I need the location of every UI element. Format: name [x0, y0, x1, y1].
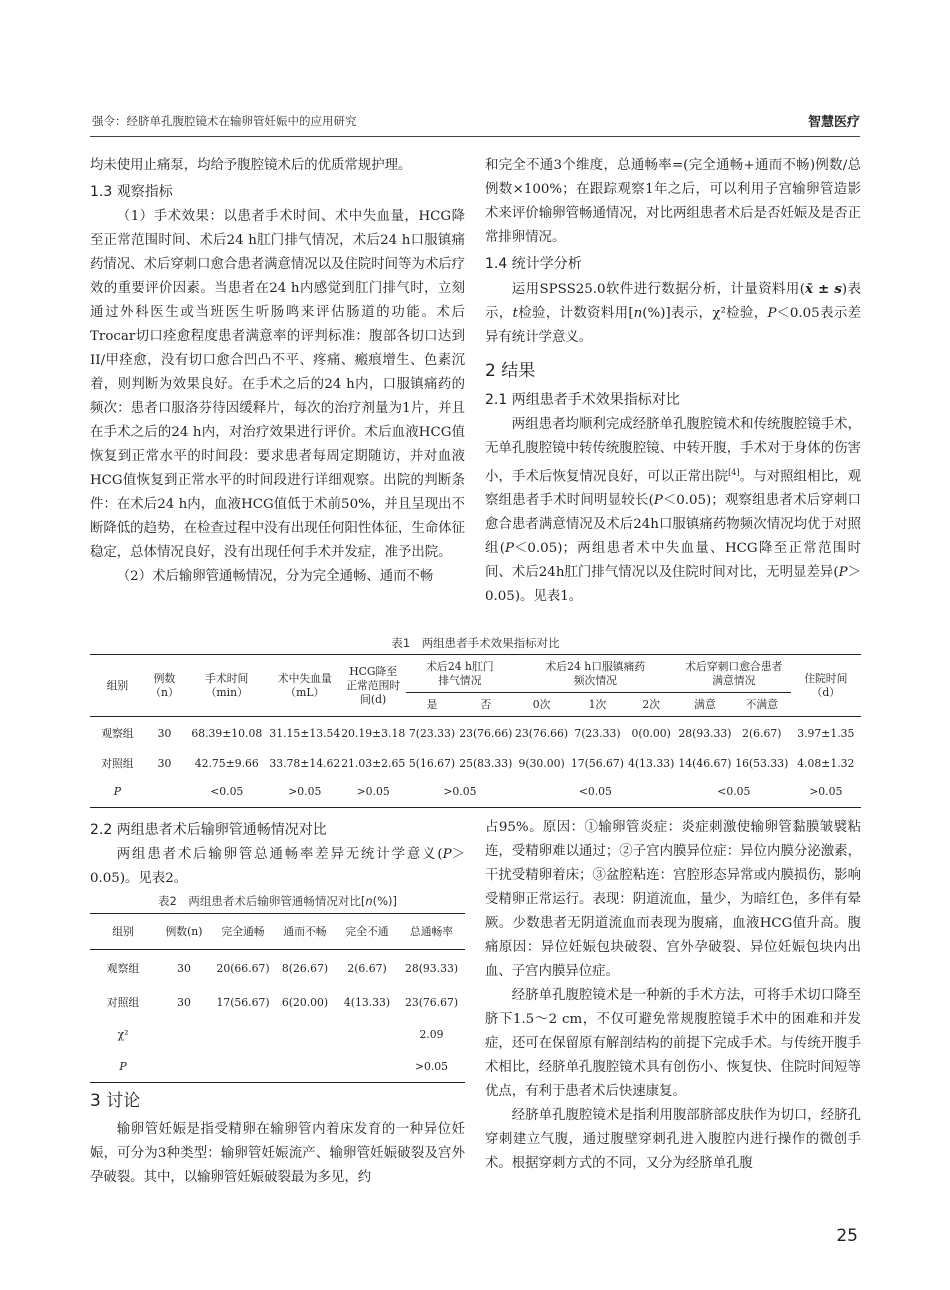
- cell-empty: [336, 1019, 398, 1051]
- section-heading-3: 3 讨论: [90, 1091, 141, 1111]
- journal-section-label: 智慧医疗: [807, 115, 860, 130]
- th-text: 术中失血量: [277, 671, 332, 685]
- paragraph-results-2-2: [90, 843, 465, 891]
- text-run: ＞0.05)。见表1。: [485, 565, 861, 605]
- th-group: 组别: [90, 655, 145, 717]
- cell-empty: [274, 1051, 336, 1083]
- section-heading-1-4: 1.4 统计学分析: [485, 256, 582, 272]
- header-rule: [90, 136, 860, 137]
- running-header-title: 强令：经脐单孔腹腔镜术在输卵管妊娠中的应用研究: [92, 114, 357, 128]
- italic-p: P: [442, 847, 452, 862]
- table-row: [90, 717, 861, 750]
- text-run: ＜0.05)；两组患者术中失血量、HCG降至正常范围时间、术后24h肛门排气情况以及住院时间对比，无明显差异(: [485, 541, 861, 581]
- cell: 8(26.67): [281, 961, 329, 975]
- th-text: （mL）: [285, 685, 325, 699]
- th-text: 满意情况: [712, 673, 756, 687]
- page-number: 25: [836, 1226, 858, 1246]
- cell: [90, 777, 145, 808]
- mean-sd-symbol: x̄ ± s: [804, 281, 842, 297]
- th: 例数(n): [156, 914, 212, 950]
- italic-p: P: [838, 565, 848, 581]
- section-heading-2-2: 2.2 两组患者术后输卵管通畅情况对比: [90, 822, 327, 838]
- th-text: 正常范围时: [346, 678, 401, 692]
- paragraph-discussion-1: 输卵管妊娠是指受精卵在输卵管内着床发育的一种异位妊娠，可分为3种类型：输卵管妊娠流产、输卵管妊娠破裂及宫外孕破裂。其中，以输卵管妊娠破裂最为多见，约: [90, 1122, 465, 1185]
- cell: 23(76.67): [404, 996, 459, 1009]
- cell: 31.15±13.54: [269, 726, 341, 740]
- italic-p: P: [653, 493, 663, 509]
- th-text: HCG降至: [349, 664, 398, 678]
- table-row: [90, 987, 465, 1019]
- citation-ref: [4]: [728, 468, 740, 477]
- paragraph-laparoscopy-definition: 经脐单孔腹腔镜术是指利用腹部脐部皮肤作为切口，经脐孔穿刺建立气腹，通过腹壁穿刺孔进入腹腔内进行操作的微创手术。根据穿刺方式的不同，又分为经脐单孔腹: [485, 1108, 861, 1171]
- cell: 28(93.33): [404, 961, 459, 975]
- cell: [90, 1051, 156, 1083]
- right-column-top: [485, 154, 861, 609]
- cell: 3.97±1.35: [797, 726, 855, 740]
- table-row: [90, 750, 861, 777]
- th-text: 手术时间: [205, 671, 249, 685]
- cell: 2(6.67): [742, 726, 782, 740]
- cell: 30: [157, 756, 172, 770]
- cell: 30: [157, 726, 172, 740]
- th-incision-satisfaction: [677, 655, 791, 693]
- cell: 6(20.00): [281, 996, 329, 1009]
- th-sub: 不满意: [733, 693, 791, 717]
- cell: 14(46.67): [678, 756, 732, 770]
- cell: 23(76.66): [515, 726, 569, 740]
- th-text: 术后24 h口服镇痛药: [545, 659, 646, 673]
- cell: 4.08±1.32: [797, 756, 855, 770]
- th: 通而不畅: [274, 914, 336, 950]
- th-text: 间(d): [360, 692, 387, 706]
- text-run: ＞0.05)。见表2。: [90, 847, 465, 886]
- cell-empty: [212, 1051, 274, 1083]
- cell: >0.05: [443, 785, 477, 799]
- text-run: 两组患者术后输卵管总通畅率差异无统计学意义(: [116, 847, 443, 862]
- th: 完全通畅: [212, 914, 274, 950]
- cell: 7(23.33): [408, 726, 456, 740]
- cell: 20(66.67): [216, 961, 270, 975]
- italic-p: P: [505, 541, 515, 557]
- cell-empty: [212, 1019, 274, 1051]
- th-anal-exhaust: [406, 655, 514, 693]
- cell: <0.05: [717, 785, 751, 799]
- cell: 21.03±2.65: [341, 756, 406, 770]
- section-heading-1-3: 1.3 观察指标: [90, 184, 173, 200]
- section-heading-2: 2 结果: [485, 361, 536, 381]
- cell: 9(30.00): [518, 756, 565, 770]
- cell-empty: [336, 1051, 398, 1083]
- cell: >0.05: [809, 785, 843, 799]
- cell: 5(16.67): [408, 756, 456, 770]
- th-sub: 1次: [570, 693, 626, 717]
- cell: 20.19±3.18: [341, 726, 406, 740]
- text-run: 。与对照组相比，观察组患者手术时间明显较长(: [485, 469, 862, 509]
- cell: <0.05: [578, 785, 612, 799]
- th-sub: 是: [406, 693, 458, 717]
- paragraph-continuation: 均未使用止痛泵，均给予腹腔镜术后的优质常规护理。: [90, 158, 412, 173]
- italic-p: P: [113, 785, 122, 799]
- table-row: [90, 950, 465, 987]
- cell: 42.75±9.66: [194, 756, 259, 770]
- caption-text: (%)]: [372, 894, 397, 908]
- cell: 68.39±10.08: [191, 726, 263, 740]
- text-run: 检验，计数资料用[: [517, 306, 634, 321]
- th-text: （min）: [205, 685, 248, 699]
- table-row-p-value: [90, 777, 861, 808]
- paragraph-causes: 占95%。原因：①输卵管炎症：炎症刺激使输卵管黏膜皱襞粘连，受精卵难以通过；②子宫内膜异位症：异位内膜分泌激素，干扰受精卵着床；③盆腔粘连：宫腔形态异常或内膜损伤，影响受精卵正常运行。表现：阴道流血，量少，为暗红色，多伴有晕厥。少数患者无阴道流血而表现为腹痛，血液HCG值升高。腹痛原因：异位妊娠包块破裂、宫外孕破裂、异位妊娠包块内出血、子宫内膜异位症。: [485, 820, 861, 979]
- table-row-chi-square: [90, 1019, 465, 1051]
- cell: 观察组: [106, 961, 140, 975]
- th-text: （n）: [150, 685, 179, 699]
- th-sub: 2次: [625, 693, 677, 717]
- th-sub: 否: [458, 693, 514, 717]
- text-run: (%)]表示，χ²检验，: [642, 306, 768, 321]
- cell-empty: [156, 1051, 212, 1083]
- cell: 对照组: [106, 996, 140, 1009]
- italic-n: n: [365, 894, 373, 908]
- cell-empty: [274, 1019, 336, 1051]
- paragraph-results-2-1: [485, 413, 861, 609]
- italic-p: P: [119, 1059, 127, 1073]
- text-run: ＜0.05表示差异有统计学意义。: [485, 306, 861, 345]
- cell: 2(6.67): [347, 961, 387, 975]
- cell-empty: [156, 1019, 212, 1051]
- cell: 28(93.33): [678, 726, 732, 740]
- cell: 7(23.33): [574, 726, 621, 740]
- italic-t: t: [512, 306, 518, 321]
- caption-text: 表2 两组患者术后输卵管通畅情况对比[: [158, 894, 366, 908]
- text-run: ＜0.05)；观察组患者术后穿刺口愈合患者满意情况及术后24h口服镇痛药物频次情况均优于对照组(: [485, 493, 861, 557]
- th-text: 术后穿刺口愈合患者: [685, 659, 783, 673]
- left-column-discussion: [90, 1086, 465, 1190]
- th: 组别: [90, 914, 156, 950]
- th-text: （d）: [811, 685, 841, 699]
- left-column-bottom: [90, 816, 465, 891]
- th: 完全不通: [336, 914, 398, 950]
- italic-n: n: [633, 306, 643, 321]
- paragraph-laparoscopy-advantages: 经脐单孔腹腔镜术是一种新的手术方法，可将手术切口降至脐下1.5～2 cm，不仅可避免常规腹腔镜手术中的困难和并发症，还可在保留原有解剖结构的前提下完成手术。与传统开腹手术相比，经脐单孔腹腔镜术具有创伤小、恢复快、住院时间短等优点，有利于患者术后快速康复。: [485, 988, 861, 1099]
- table2: [90, 913, 465, 1083]
- italic-p: P: [767, 306, 777, 321]
- cell: 30: [177, 961, 191, 975]
- th-text: 术后24 h肛门: [426, 659, 494, 673]
- cell: 33.78±14.62: [269, 756, 341, 770]
- left-column-top: [90, 154, 465, 589]
- th-hcg-time: [340, 655, 406, 717]
- th-blood-loss: [269, 655, 340, 717]
- th: 总通畅率: [398, 914, 465, 950]
- th-text: 排气情况: [438, 673, 482, 687]
- th-sub: 满意: [677, 693, 733, 717]
- table-row-p-value: [90, 1051, 465, 1083]
- table2-caption: [90, 893, 465, 909]
- cell: 观察组: [101, 726, 134, 740]
- th-text: 住院时间: [804, 671, 848, 685]
- th-text: 例数: [153, 671, 176, 685]
- paragraph-observation-2: （2）术后输卵管通畅情况，分为完全通畅、通而不畅: [116, 569, 434, 584]
- th-hospital-stay: [791, 655, 861, 717]
- cell: χ²: [117, 1028, 129, 1041]
- cell: 4(13.33): [343, 996, 391, 1009]
- text-run: 运用SPSS25.0软件进行数据分析，计量资料用(: [511, 282, 805, 297]
- cell: 23(76.66): [459, 726, 513, 740]
- cell: >0.05: [356, 785, 390, 799]
- table1-caption: 表1 两组患者手术效果指标对比: [391, 636, 560, 650]
- cell: 0(0.00): [631, 726, 671, 740]
- cell: >0.05: [414, 1059, 449, 1073]
- paragraph-statistics: [485, 277, 861, 350]
- text-run: 两组患者均顺利完成经脐单孔腹腔镜术和传统腹腔镜手术，无单孔腹腔镜中转传统腹腔镜、中转开腹，手术对于身体的伤害小，手术后恢复情况良好，可以正常出院: [485, 417, 861, 485]
- section-heading-2-1: 2.1 两组患者手术效果指标对比: [485, 392, 680, 408]
- cell: 2.09: [419, 1028, 444, 1041]
- th-analgesic-frequency: [514, 655, 677, 693]
- th-surgery-time: [184, 655, 269, 717]
- cell: >0.05: [288, 785, 322, 799]
- cell: 17(56.67): [216, 996, 270, 1009]
- cell: <0.05: [210, 785, 244, 799]
- cell: 30: [177, 996, 191, 1009]
- th-sub: 0次: [514, 693, 570, 717]
- paragraph-patency-cont: 和完全不通3个维度，总通畅率=(完全通畅+通而不畅)例数/总例数×100%；在跟踪观察1年之后，可以利用子宫输卵管造影术来评价输卵管畅通情况，对比两组患者术后是否妊娠及是否正常排卵情况。: [485, 158, 861, 245]
- right-column-bottom: [485, 816, 861, 1176]
- cell: 16(53.33): [735, 756, 789, 770]
- text-run: )表示，: [485, 282, 861, 321]
- cell: 对照组: [101, 756, 134, 770]
- cell: 25(83.33): [459, 756, 513, 770]
- table1: [90, 654, 861, 808]
- cell: 17(56.67): [570, 756, 624, 770]
- cell-empty: [145, 777, 184, 808]
- th-text: 频次情况: [573, 673, 617, 687]
- th-count: [145, 655, 184, 717]
- paragraph-observation-1: （1）手术效果：以患者手术时间、术中失血量，HCG降至正常范围时间、术后24 h肛门排气情况，术后24 h口服镇痛药情况、术后穿刺口愈合患者满意情况以及住院时间等为术后疗效的重要评价因素。当患者在24 h内感觉到肛门排气时，立刻通过外科医生或当班医生听肠鸣来评估肠道的功能。术后Trocar切口痊愈程度患者满意率的评判标准：腹部各切口达到II/甲痊愈，没有切口愈合凹凸不平、疼痛、瘢痕增生、色素沉着，则判断为效果良好。在手术之后的24 h内，口服镇痛药的频次：患者口服洛芬待因缓释片，每次的治疗剂量为1片，并且在手术之后的24 h内，对治疗效果进行评价。术后血液HCG值恢复到正常水平的时间段：要求患者每周定期随访，并对血液HCG值恢复到正常水平的时间段进行详细观察。出院的判断条件：在术后24 h内，血液HCG值低于术前50%，并且呈现出不断降低的趋势，在检查过程中没有出现任何阳性体征，生命体征稳定，总体情况良好，没有出现任何手术并发症，准予出院。: [90, 209, 465, 560]
- cell: 4(13.33): [628, 756, 675, 770]
